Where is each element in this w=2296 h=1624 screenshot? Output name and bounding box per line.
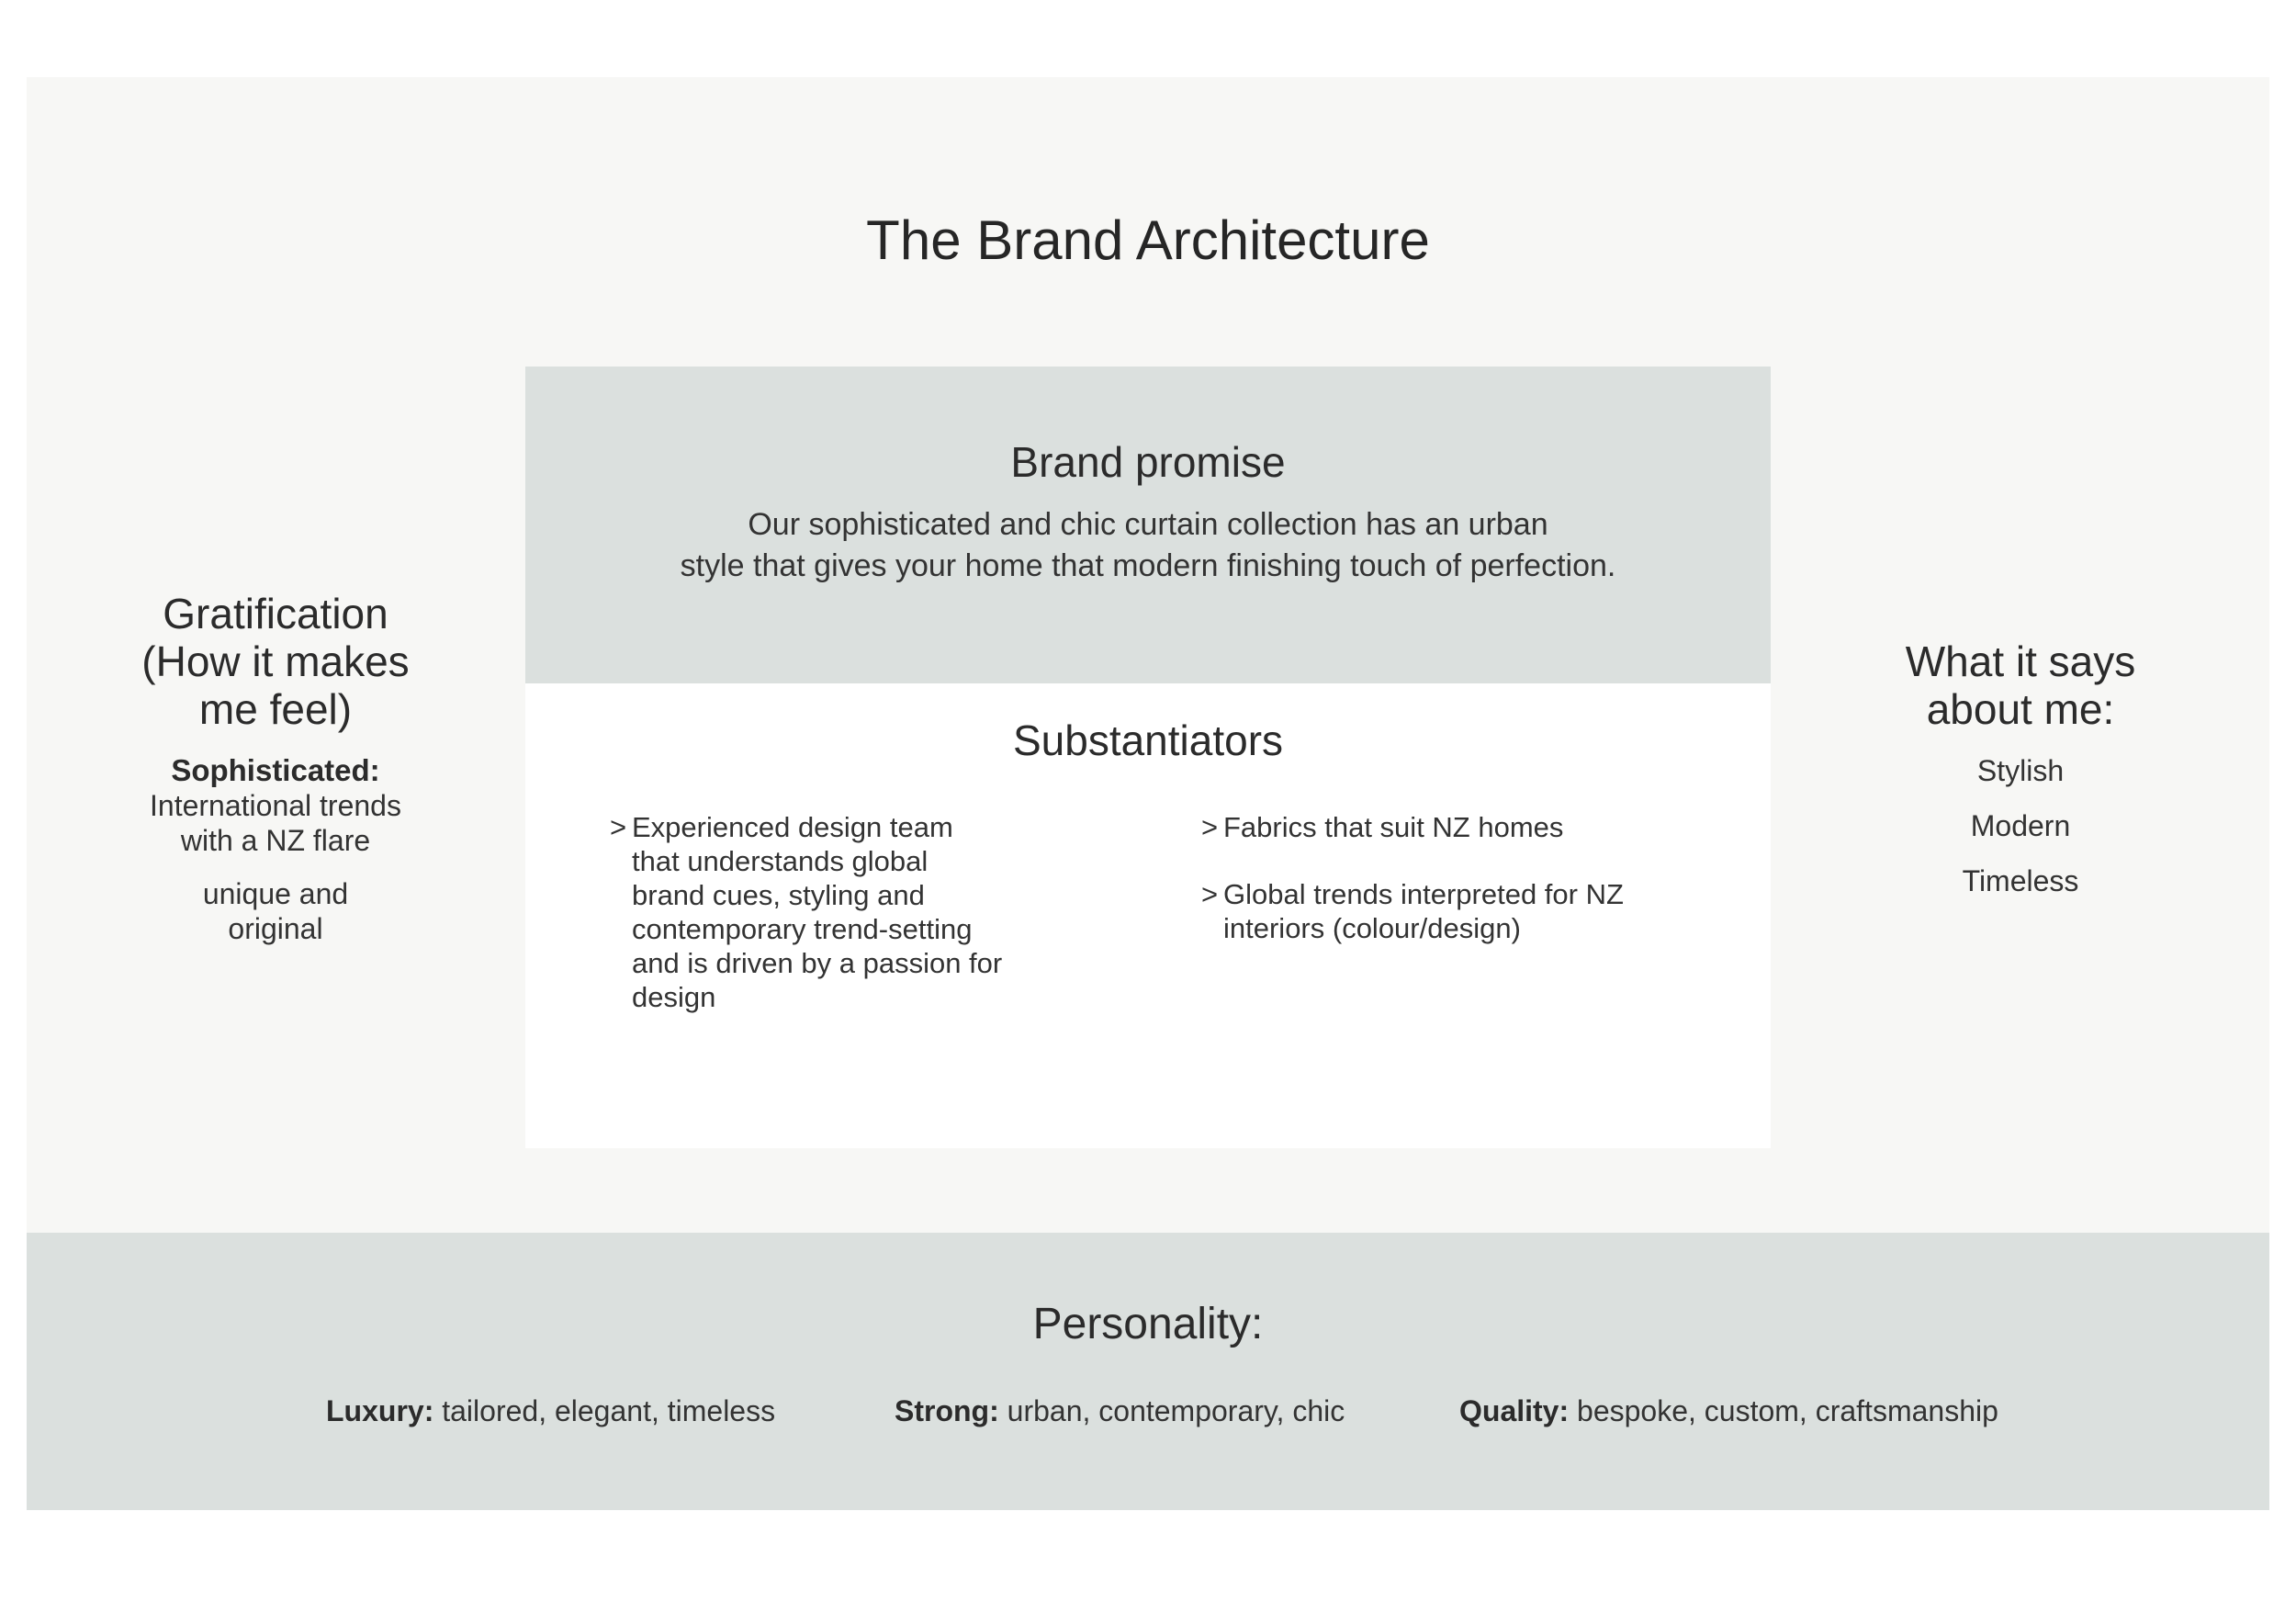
substantiator-item [1201, 877, 1679, 945]
substantiators-heading: Substantiators [1012, 716, 1284, 764]
bullet-marker: > [1201, 811, 1219, 843]
brand-promise-heading: Brand promise [1010, 438, 1286, 486]
bullet-marker: > [1201, 878, 1219, 910]
brand-promise-line1: Our sophisticated and chic curtain collection has an urban [748, 507, 1548, 542]
bullet-marker: > [610, 811, 627, 843]
gratification-heading-line1: Gratification [163, 590, 388, 637]
substantiator-text: Global trends interpreted for NZ interiors (colour/design) [1223, 878, 1624, 944]
trait-label: Luxury: [326, 1394, 434, 1427]
substantiator-text: Experienced design team that understands global brand cues, styling and contemporary trend-setting and is driven by a passion for design [632, 811, 1003, 1013]
what-it-says-item: Modern [1970, 809, 2071, 842]
personality-band [27, 1233, 2269, 1510]
gratification-section [119, 590, 432, 946]
trait-label: Strong: [895, 1394, 999, 1427]
what-it-says-section [1878, 637, 2163, 919]
substantiators-box [525, 683, 1771, 1148]
substantiator-item [610, 810, 1005, 1014]
page-title: The Brand Architecture [866, 209, 1430, 271]
what-it-says-heading-line2: about me: [1926, 685, 2115, 733]
personality-trait-luxury [326, 1393, 775, 1429]
gratification-text1-line2: with a NZ flare [180, 824, 371, 857]
substantiator-item [1201, 810, 1679, 844]
brand-promise-text [615, 504, 1681, 587]
substantiator-text: Fabrics that suit NZ homes [1223, 811, 1564, 843]
brand-promise-line2: style that gives your home that modern finishing touch of perfection. [680, 548, 1616, 583]
gratification-text2-line2: original [228, 912, 323, 945]
gratification-heading [119, 590, 432, 733]
personality-heading: Personality: [1032, 1300, 1264, 1348]
personality-trait-strong [895, 1393, 1345, 1429]
what-it-says-heading [1878, 637, 2163, 733]
gratification-text2-line1: unique and [202, 877, 349, 910]
trait-text: tailored, elegant, timeless [433, 1394, 776, 1427]
gratification-text1-line1: International trends [150, 789, 401, 822]
gratification-heading-line2: (How it makes [141, 637, 410, 685]
substantiators-left-column [610, 810, 1005, 1047]
substantiators-right-column [1201, 810, 1679, 978]
what-it-says-item: Stylish [1976, 754, 2065, 787]
personality-trait-quality [1459, 1393, 1998, 1429]
gratification-strong-label: Sophisticated: [171, 753, 380, 787]
trait-text: bespoke, custom, craftsmanship [1569, 1394, 1998, 1427]
trait-label: Quality: [1459, 1394, 1570, 1427]
what-it-says-item: Timeless [1962, 864, 2079, 897]
brand-promise-box [525, 367, 1771, 683]
gratification-heading-line3: me feel) [198, 685, 353, 733]
what-it-says-heading-line1: What it says [1905, 637, 2136, 685]
trait-text: urban, contemporary, chic [998, 1394, 1345, 1427]
